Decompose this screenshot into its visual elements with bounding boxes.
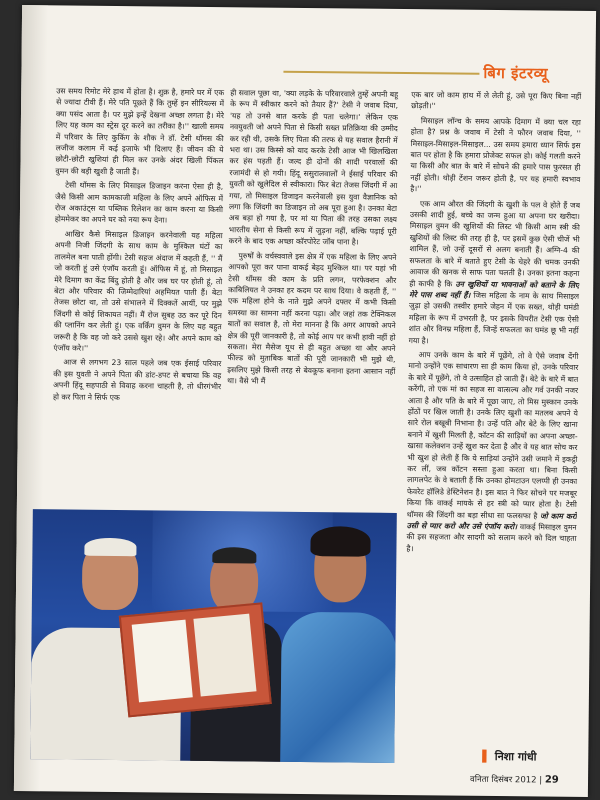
award-folder (119, 602, 272, 717)
text-column-3 (405, 89, 582, 731)
paragraph: टेसी थॉमस के लिए मिसाइल डिजाइन करना ऐसा ही है, जैसे किसी आम कामकाजी महिला के लिए अपने ऑफिस में रोज अकाउंट्स या पब्लिक रिलेशन का काम करना या किसी होममेकर का अपने घर को नया रूप देना। (54, 180, 224, 226)
paragraph: उस समय रिमोट मेरे हाथ में होता है। शुक्र है, हमारे घर में एक से ज्यादा टीवी हैं। मेरे पति पूछते हैं कि तुम्हें इन सीरियल्स में क्या पसंद आता है। पर मुझे इन्हें देखना अच्छा लगता है। मेरे लिए यह काम का स्ट्रेस दूर करने का तरीका है।'' खाली समय में परिवार के लिए कुकिंग के शौक ने डॉ. टेसी थॉमस की लजीज कलाम में कई इजाफे भी दिलाए हैं। जीवन की ये छोटी-छोटी खुशियां ही मिल कर उनके अंदर खिली पिंकल वुमन की बड़ी खुशी है जाती हैं। (55, 86, 225, 177)
award-page (193, 614, 256, 697)
page-number: 29 (544, 774, 559, 786)
paragraph: पुरुषों के वर्चस्ववाले इस क्षेत्र में एक महिला के लिए अपने आपको पूरा कर पाना वाकई बेहद मुश्किल था। पर यहां भी टेसी थॉमस की काम के प्रति लगन, परफेक्शन और काबिलियत ने उनका हर कदम पर साथ दिया। वे कहती हैं, '' एक महिला होने के नाते मुझे अपने दफ्तर में कभी किसी समस्या का सामना नहीं करना पड़ा। और जहां तक टेक्निकल बातों का सवाल है, तो मेरा मानना है कि अगर आपको अपने क्षेत्र की पूरी जानकारी है, तो कोई आप पर कभी हावी नहीं हो सकता। मेरा मैसेज यूथ से ही बहुत अच्छा था और अपने फील्ड को मुताबिक बातों की पूरी जानकारी भी मुझे थी, इसलिए मुझे किसी तरह से बेवकूफ बनाना इतना आसान नहीं था। वैसे भी मैं (227, 250, 397, 386)
emphasis-quote: जो काम करो उसी से प्यार करो और उसे एंजॉय करो। (406, 511, 577, 532)
man-left-hair (84, 538, 136, 557)
man-center-hair (212, 547, 256, 563)
paragraph (406, 349, 578, 556)
emphasis-quote: उन खुशियों या भावनाओं को बताने के लिए मेरे पास शब्द नहीं हैं। (409, 279, 580, 300)
paragraph: आज से लगभग 23 साल पहले जब एक ईसाई परिवार की इस युवती ने अपने पिता की डांट-डपट से बचाया कि वह अपनी हिंदू सहपाठी से विवाह करना चाहती है, तो धीरगंभीर हो कर पिता ने सिर्फ एक (52, 357, 222, 402)
byline (482, 749, 536, 765)
text-column-1 (52, 85, 224, 512)
text-column-2 (226, 87, 398, 514)
paragraph-text: एक आम औरत की जिंदगी के खुशी के पल वे होते हैं जब उसकी शादी हुई, बच्चे का जन्म हुआ या अपना घर खरीदा। मिसाइल वुमन की खुशियों की लिस्ट भी किसी आम स्त्री की खुशियों की लिस्ट की तरह ही है, पर इसमें कुछ ऐसी चीजें भी शामिल हैं, जो उन्हें दूसरों से अलग बनाती हैं। अग्नि-4 की सफलता के बारे में बताते हुए टेसी के चेहरे की चमक उनकी आवाज की खनक से साफ पता चलती है। उनका इतना कहना ही काफी है कि (409, 198, 581, 289)
paragraph: मिसाइल लॉन्च के समय आपके दिमाग में क्या चल रहा होता है? प्रश्न के जवाब में टेसी ने फौरन जवाब दिया, '' मिसाइल-मिसाइल-मिसाइल... उस समय हमारा ध्यान सिर्फ इस बात पर होता है कि हमारा प्रोजेक्ट सफल हो। कोई गलती करने या किसी और बात के बारे में सोचने की हमारे पास फुरसत ही नहीं होती। थोड़ी टेंशन जरूर होती है, पर यह हमारी स्वभाव है।'' (410, 116, 581, 194)
paragraph-text: आप उनके काम के बारे में पूछेंगे, तो वे ऐसे जवाब देंगी मानो उन्होंने एक साधारण सा ही काम किया हो, उनके परिवार के बारे में पूछेंगे, तो वे उत्साहित हो जाती हैं। बेटे के बारे में बात करेंगी, तो एक मां का सहज सा वात्सल्य और गर्व उनकी नजर आता है और पति के बारे में पूछा जाए, तो मिस मुस्कान उनके होंठों पर खिल जाती है। उनके लिए खुशी का मतलब अपने ये सारे रोल बखूबी निभाना है। उन्हें पति और बेटे के लिए खाना बनाने में खुशी मिलती है, कॉटन की साड़ियों का अपना अच्छा-खासा कलेक्शन उन्हें खुश कर देता है और वे यह बात सोच कर भी खुश हो लेती हैं कि ये साड़ियां उन्होंने उसी जमाने में इकट्ठी कर लीं, जब कॉटन सस्ता हुआ करता था। बिना किसी लागलपेट के वे बताती हैं कि उनका होमटाउन एलप्पी ही उनका फेवरेट हॉलिडे डेस्टिनेशन है। इस बात ने फिर सोचने पर मजबूर किया कि वाकई मायके से हर स्त्री को प्यार होता है। टेसी थॉमस की जिंदगी का बड़ा सीधा सा फलसफा है (406, 350, 579, 521)
award-certificate (132, 620, 193, 703)
paragraph: एक बार जो काम हाथ में ले लेती हूं, उसे पूरा किए बिना नहीं छोड़ती।'' (411, 90, 582, 111)
byline-mark: ▌ (482, 749, 491, 763)
footer-separator: | (539, 775, 543, 786)
paragraph: आखिर कैसे मिसाइल डिजाइन करनेवाली यह महिला अपनी निजी जिंदगी के साथ काम के मुश्किल घंटों का तालमेल बना पाती होंगी। टेसी सहज अंदाज में कहती हैं, '' मैं जो करती हूं उसे एंजॉय करती हूं। ऑफिस में हूं, तो मिसाइल मेरे दिमाग का केंद्र बिंदु होती है और जब घर पर होती हूं, तो बेटा और परिवार की जिम्मेदारियां अहमियत पाती हैं। बेटा तेजस छोटा था, तो उसे संभालने में दिक्कतें आयीं, पर मुझे जिंदगी से कोई शिकायत नहीं। मैं रोज सुबह उठ कर पूरे दिन की प्लानिंग कर लेती हूं। एक वर्किंग वुमन के लिए यह बहुत जरूरी है कि वह जो करे उससे खुश रहे। और अपने काम को एंजॉय करे।'' (53, 229, 223, 353)
paragraph: ही सवाल पूछा था, 'क्या लड़के के परिवारवाले तुम्हें अपनी बहू के रूप में स्वीकार करने को तैयार हैं?' टेसी ने जवाब दिया, 'यह तो उनसे बात करके ही पता चलेगा।' लेकिन एक नवयुवती जो अपने पिता से किसी सख्त प्रतिक्रिया की उम्मीद कर रही थी, उसके लिए पिता की तरफ से यह सवाल हैरानी में भरा था। उस किस्से को याद करके टेसी आज भी खिलखिला कर हंस पड़ती हैं। जल्द ही दोनों की शादी परवालों की रजामंदी से हो गयी। हिंदू ससुरालवालों ने ईसाई परिवार की युवती को खुलेदिल से स्वीकारा। फिर बेटा तेजस जिंदगी में आ गया, तो मिसाइल डिजाइन करनेवाली इस युवा वैज्ञानिक को लगा कि जिंदगी का डिजाइन तो अब पूरा हुआ है। उनका बेटा अब बड़ा हो गया है, पर मां या पिता की तरह उसका लक्ष्य भारतीय सेना से किसी रूप में जुड़ना नहीं, बल्कि पढ़ाई पूरी करने के बाद एक अच्छा कॉरपोरेट जॉब पाना है। (228, 88, 399, 247)
magazine-page (14, 5, 596, 797)
page-footer (470, 774, 559, 786)
woman-hair (310, 526, 370, 557)
woman-saree (280, 612, 397, 763)
award-ceremony-photo (30, 509, 397, 763)
section-tag: बिग इंटरव्यू (483, 63, 549, 83)
header-rule (283, 71, 479, 75)
author-name: निशा गांधी (494, 750, 537, 764)
paragraph-text: वाकई मिसाइल वुमन की इस सहजता और सादगी को सलाम करने को दिल चाहता है। (406, 522, 577, 553)
paragraph (409, 198, 581, 348)
magazine-issue: वनिता दिसंबर 2012 (469, 774, 537, 786)
paragraph-text: जिस महिला के नाम के साथ मिसाइल जुड़ा हो उसकी तस्वीर हमारे जेहन में एक सख्त, थोड़ी घमंडी महिला के रूप में उभरती है, पर इसके विपरीत टेसी एक ऐसी शांत और विनम्र महिला हैं, जिन्हें सफलता का घमंड छू भी नहीं गया है। (408, 290, 580, 345)
